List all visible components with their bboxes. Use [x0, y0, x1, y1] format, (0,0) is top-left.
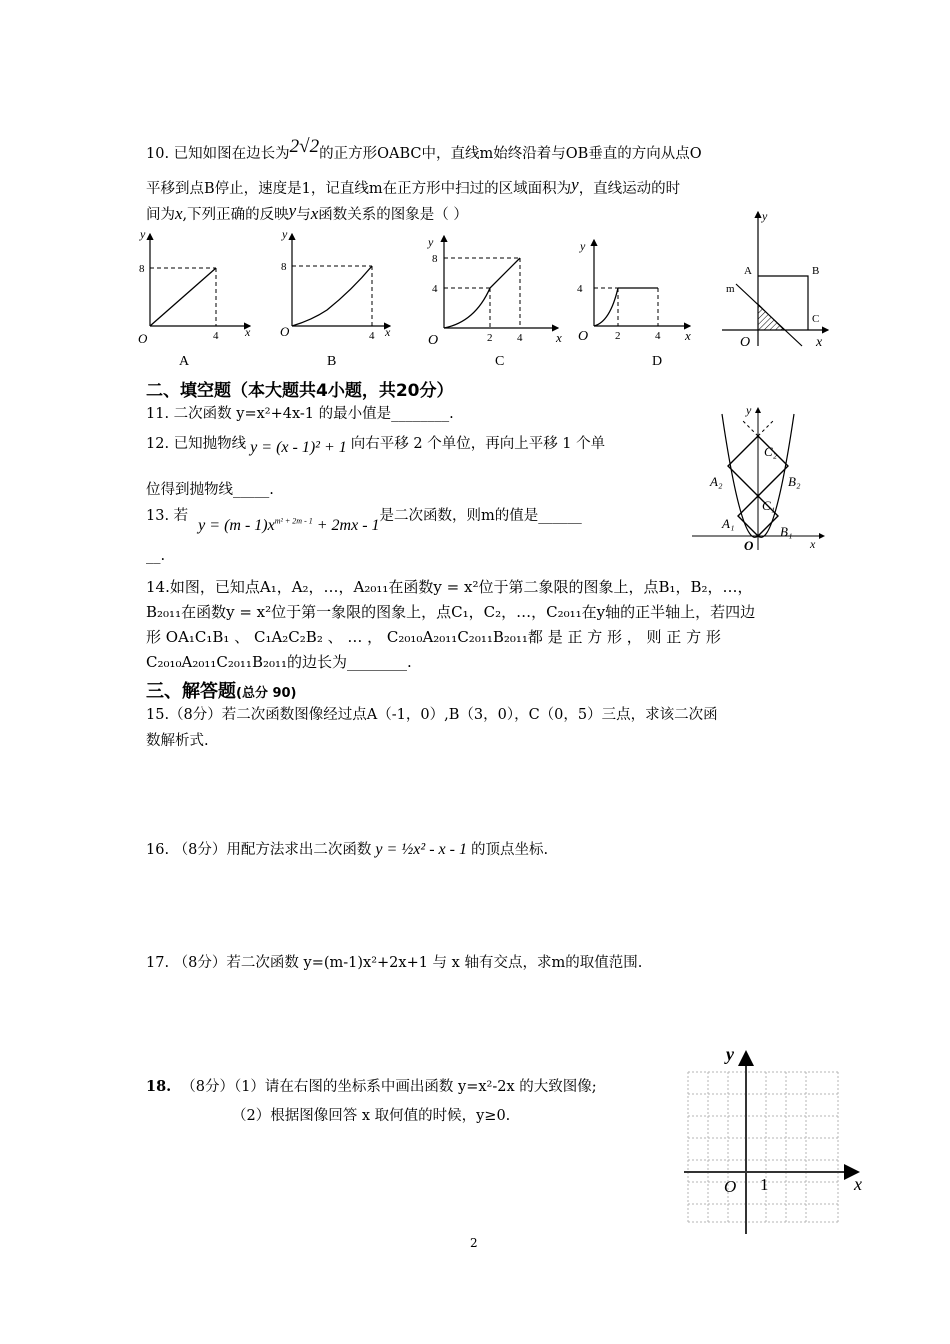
q10-line2: 平移到点B停止，速度是1，记直线m在正方形中扫过的区域面积为y，直线运动的时 — [146, 175, 681, 197]
q15-line1: 15.（8分）若二次函数图像经过点A（-1，0）,B（3，0），C（0，5）三点，求该二次函 — [146, 707, 718, 723]
origin-label: O — [280, 324, 290, 339]
q12-line2: 位得到抛物线_____. — [146, 482, 274, 498]
q14-figure — [692, 400, 832, 560]
label-c2: C₂ — [764, 444, 778, 459]
graph-line — [150, 268, 216, 326]
q18-grid — [680, 1040, 870, 1240]
tick-4: 4 — [213, 330, 219, 342]
x-label: x — [685, 328, 691, 343]
option-b-label: B — [327, 354, 337, 369]
q12-line1: 12. 已知抛物线 y = (x - 1)² + 1 向右平移 2 个单位，再向上平移 1 个单 — [146, 436, 606, 456]
q10-line3: 间为x,下列正确的反映y与x函数关系的图象是（ ） — [146, 201, 468, 223]
q10-line1: 10. 已知如图在边长为2√2的正方形OABC中，直线m始终沿着与OB垂直的方向从点O — [146, 136, 702, 162]
square-figure — [718, 206, 843, 351]
y-label: y — [746, 403, 752, 417]
graph-c — [420, 230, 570, 350]
q18-line2: （2）根据图像回答 x 取何值的时候，y≥0. — [232, 1108, 511, 1124]
origin-label: O — [578, 329, 589, 344]
tick-4-x: 4 — [517, 332, 523, 344]
q13-formula: $y = (m - 1)x^{m^2 + 2m - 1} + 2mx - 1$ — [198, 516, 380, 534]
label-a2: A₂ — [710, 474, 723, 489]
section-2-title: 二、填空题（本大题共4小题，共20分） — [146, 381, 454, 401]
dash-right — [758, 420, 774, 436]
origin-label: O — [744, 538, 754, 553]
graph-curve — [444, 258, 520, 328]
x-label: x — [385, 325, 391, 339]
point-c: C — [812, 313, 820, 325]
q18-line1: 18. （8分）（1）请在右图的坐标系中画出函数 y=x²-2x 的大致图像; — [146, 1078, 597, 1095]
line-m-label: m — [726, 283, 735, 295]
tick-4: 4 — [577, 283, 583, 295]
tick-8: 8 — [281, 261, 287, 273]
section-3-title: 三、解答题(总分 90) — [146, 681, 297, 702]
option-c-label: C — [495, 354, 505, 369]
x-label: x — [816, 335, 823, 350]
grid-lines — [688, 1072, 838, 1222]
origin-label: O — [724, 1177, 737, 1196]
q13-line2: __. — [146, 548, 166, 564]
tick-1: 1 — [760, 1175, 769, 1194]
option-a-label: A — [179, 354, 190, 369]
tick-2: 2 — [615, 330, 621, 342]
page-number: 2 — [470, 1236, 478, 1250]
q13-line1: 13. 若$y = (m - 1)x^{m^2 + 2m - 1} + 2mx - 1$是二次函数，则m的值是______ — [146, 508, 582, 534]
q14-line4: C₂₀₁₀A₂₀₁₁C₂₀₁₁B₂₀₁₁的边长为________. — [146, 653, 412, 671]
point-b: B — [812, 265, 820, 277]
q11: 11. 二次函数 y=x²+4x-1 的最小值是________. — [146, 406, 454, 422]
graph-a — [128, 222, 263, 347]
origin-label: O — [740, 335, 751, 350]
x-label: x — [854, 1174, 862, 1194]
graph-curve — [594, 288, 618, 326]
dash-left — [742, 420, 758, 436]
tick-2: 2 — [487, 332, 493, 344]
q15-line2: 数解析式. — [146, 733, 209, 749]
tick-4: 4 — [432, 283, 438, 295]
label-a1: A₁ — [722, 516, 735, 531]
y-label: y — [726, 1044, 734, 1064]
q17: 17. （8分）若二次函数 y=(m-1)x²+2x+1 与 x 轴有交点，求m的取值范围. — [146, 955, 643, 971]
tick-4: 4 — [369, 330, 375, 342]
q14-line3: 形 OA₁C₁B₁ 、 C₁A₂C₂B₂ 、 … ， C₂₀₁₀A₂₀₁₁C₂₀₁₁B₂₀₁₁都 是 正 方 形 ， 则 正 方 形 — [146, 628, 721, 646]
q16: 16. （8分）用配方法求出二次函数 y = ½x² - x - 1 的顶点坐标. — [146, 841, 549, 858]
q16-formula: y = ½x² - x - 1 — [375, 841, 467, 858]
origin-label: O — [428, 333, 439, 348]
x-label: x — [245, 325, 251, 339]
point-a: A — [744, 265, 752, 277]
origin-label: O — [138, 331, 148, 346]
label-b2: B₂ — [788, 474, 801, 489]
y-label: y — [580, 239, 586, 253]
tick-8: 8 — [432, 253, 438, 265]
graph-d — [570, 234, 700, 349]
q12-formula: y = (x - 1)² + 1 — [250, 439, 347, 456]
y-label: y — [428, 235, 434, 249]
q14-line1: 14.如图，已知点A₁，A₂，…，A₂₀₁₁在函数y = x²位于第二象限的图象上，点B₁，B₂，…， — [146, 578, 753, 596]
q10-root-expr: 2√2 — [289, 136, 320, 157]
y-label: y — [282, 227, 288, 241]
y-label: y — [762, 209, 768, 223]
tick-8: 8 — [139, 263, 145, 275]
label-b1: B₁ — [780, 524, 793, 539]
q14-line2: B₂₀₁₁在函数y = x²位于第一象限的图象上，点C₁，C₂，…，C₂₀₁₁在y轴的正半轴上，若四边 — [146, 603, 756, 621]
graph-curve — [292, 266, 372, 326]
tick-4-x: 4 — [655, 330, 661, 342]
x-label: x — [810, 537, 816, 551]
y-label: y — [140, 227, 146, 241]
option-d-label: D — [652, 354, 663, 369]
x-label: x — [556, 330, 562, 345]
graph-b — [272, 222, 407, 347]
label-c1: C₁ — [762, 498, 776, 513]
